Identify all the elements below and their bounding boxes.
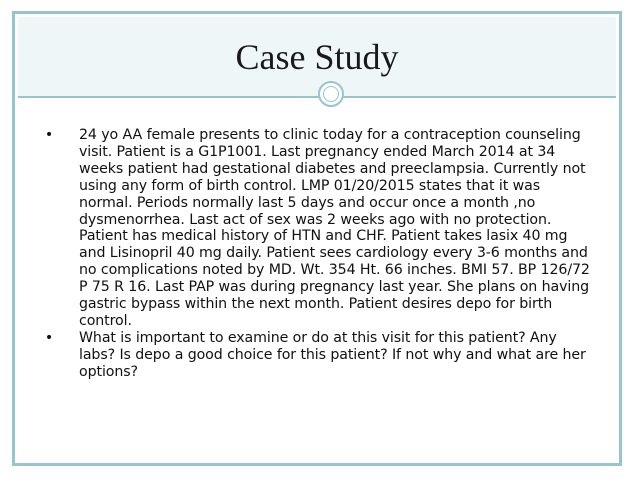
title-divider <box>18 96 616 98</box>
bullet-icon: • <box>44 127 54 143</box>
bullet-text: 24 yo AA female presents to clinic today for a contraception counseling visit. Patient is a G1P1001. Last pregnancy ended March 2014 at 34 weeks patient had gestational diabetes and preeclampsia. Currently not using any form of birth control. LMP 01/20/2015 states that it was normal. Periods normally last 5 days and occur once a month ,no dysmenorrhea. Last act of sex was 2 weeks ago with no protection. Patient has medical history of HTN and CHF. Patient takes lasix 40 mg and Lisinopril 40 mg daily. Patient sees cardiology every 3-6 months and no complications noted by MD. Wt. 354 Ht. 66 inches. BMI 57. BP 126/72 P 75 R 16. Last PAP was during pregnancy last year. She plans on having gastric bypass within the next month. Patient desires depo for birth control. <box>79 127 590 329</box>
bullet-item-case-description <box>37 127 597 330</box>
bullet-icon: • <box>44 329 54 346</box>
title-band <box>18 17 616 96</box>
bullet-text: What is important to examine or do at this visit for this patient? Any labs? Is depo a good choice for this patient? If not why and what are her options? <box>79 329 586 380</box>
bullet-list <box>37 127 597 381</box>
bullet-item-questions <box>37 330 597 381</box>
ring-ornament-icon <box>318 81 344 107</box>
slide-frame <box>12 11 622 466</box>
slide-title: Case Study <box>235 37 399 77</box>
